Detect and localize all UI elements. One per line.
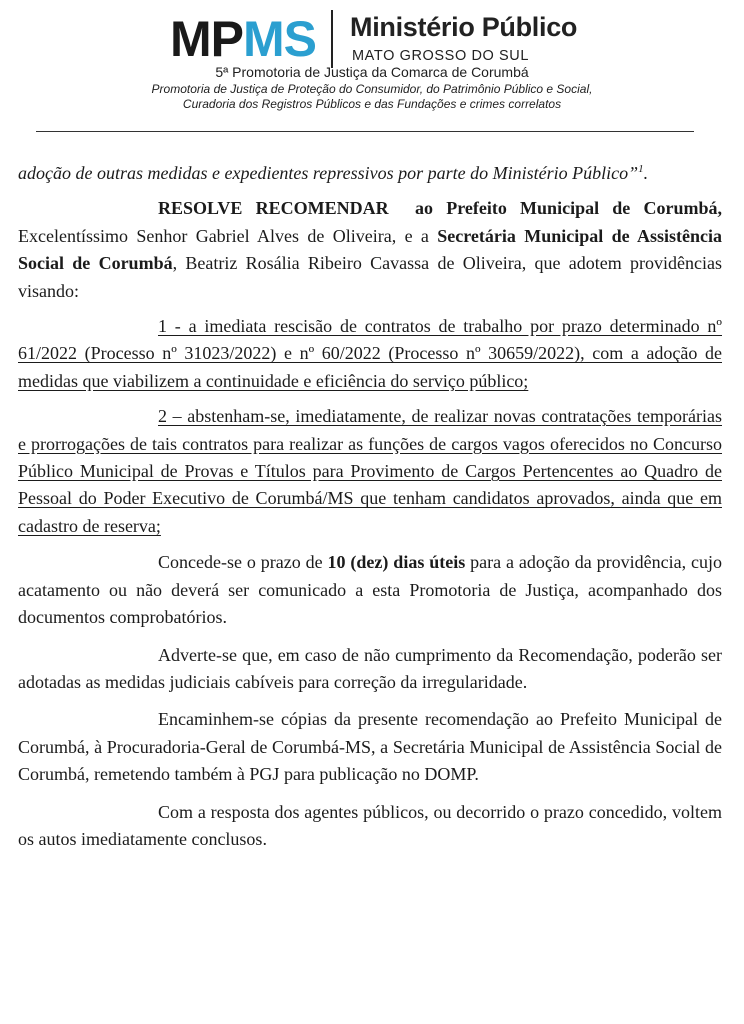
deadline-value: 10 (dez) dias úteis (327, 552, 466, 573)
logo-mp-text: MP (170, 11, 243, 67)
deadline-text-2: para a adoção da providência, cujo acatamento ou não deverá ser comunicado a esta Promotoria de Justiça, acompanhado dos documentos comprobatórios. (18, 552, 723, 628)
institution-name: Ministério Público (350, 12, 578, 42)
logo-divider (331, 10, 333, 68)
office-name: 5ª Promotoria de Justiça da Comarca de Corumbá (215, 64, 529, 80)
logo-ms-text: MS (243, 11, 316, 67)
lead-in-paragraph: adoção de outras medidas e expedientes repressivos por parte do Ministério Público”$^1$. (18, 163, 649, 183)
resolve-paragraph (18, 195, 722, 305)
deadline-text-1: Concede-se o prazo de (158, 552, 323, 573)
mpms-logo (170, 8, 590, 67)
warning-paragraph: Adverte-se que, em caso de não cumprimento da Recomendação, poderão ser adotadas as medidas judiciais cabíveis para correção da irregularidade. (18, 644, 722, 692)
deadline-paragraph (18, 549, 722, 631)
footnote-ref: 1 (638, 163, 644, 175)
resolve-secretary: Secretária Municipal de Assistência Social de Corumbá (18, 225, 722, 274)
document-body (18, 160, 722, 853)
office-subtitle-2: Curadoria dos Registros Públicos e das Fundações e crimes correlatos (182, 97, 562, 111)
item-1-text: 1 - a imediata rescisão de contratos de trabalho por prazo determinado nº 61/2022 (Processo nº 31023/2022) e nº 60/2022 (Processo nº 30659/2022), com a adoção de medidas que viabilizem a continuidade e eficiência do serviço público; (18, 316, 722, 391)
recommendation-item-1 (18, 313, 722, 395)
resolve-recipient: ao Prefeito Municipal de Corumbá, (415, 198, 722, 219)
item-2-text: 2 – abstenham-se, imediatamente, de realizar novas contratações temporárias e prorrogações de tais contratos para realizar as funções de cargos vagos oferecidos no Concurso Público Municipal de Provas e Títulos para Provimento de Cargos Pertencentes ao Quadro de Pessoal do Poder Executivo de Corumbá/MS que tenham candidatos aprovados, ainda que em cadastro de reserva; (18, 406, 722, 536)
recommendation-item-2 (18, 403, 722, 540)
office-subtitle-1: Promotoria de Justiça de Proteção do Consumidor, do Patrimônio Público e Social, (151, 82, 593, 96)
closing-paragraph: Com a resposta dos agentes públicos, ou decorrido o prazo concedido, voltem os autos imediatamente conclusos. (18, 801, 722, 849)
header-divider (36, 131, 694, 132)
resolve-text-2: , Beatriz Rosália Ribeiro Cavassa de Oliveira, que adotem providências visando: (18, 253, 722, 301)
forwarding-paragraph: Encaminhem-se cópias da presente recomendação ao Prefeito Municipal de Corumbá, à Procuradoria-Geral de Corumbá-MS, a Secretária Municipal de Assistência Social de Corumbá, remetendo também à PGJ para publicação no DOMP. (18, 709, 722, 785)
lead-in-text: adoção de outras medidas e expedientes repressivos por parte do Ministério Público” (18, 163, 639, 183)
resolve-heading: RESOLVE RECOMENDAR (158, 198, 389, 219)
institution-state: MATO GROSSO DO SUL (352, 48, 530, 64)
logo-mark (170, 11, 316, 67)
resolve-text-1: Excelentíssimo Senhor Gabriel Alves de Oliveira, e a (18, 225, 429, 246)
